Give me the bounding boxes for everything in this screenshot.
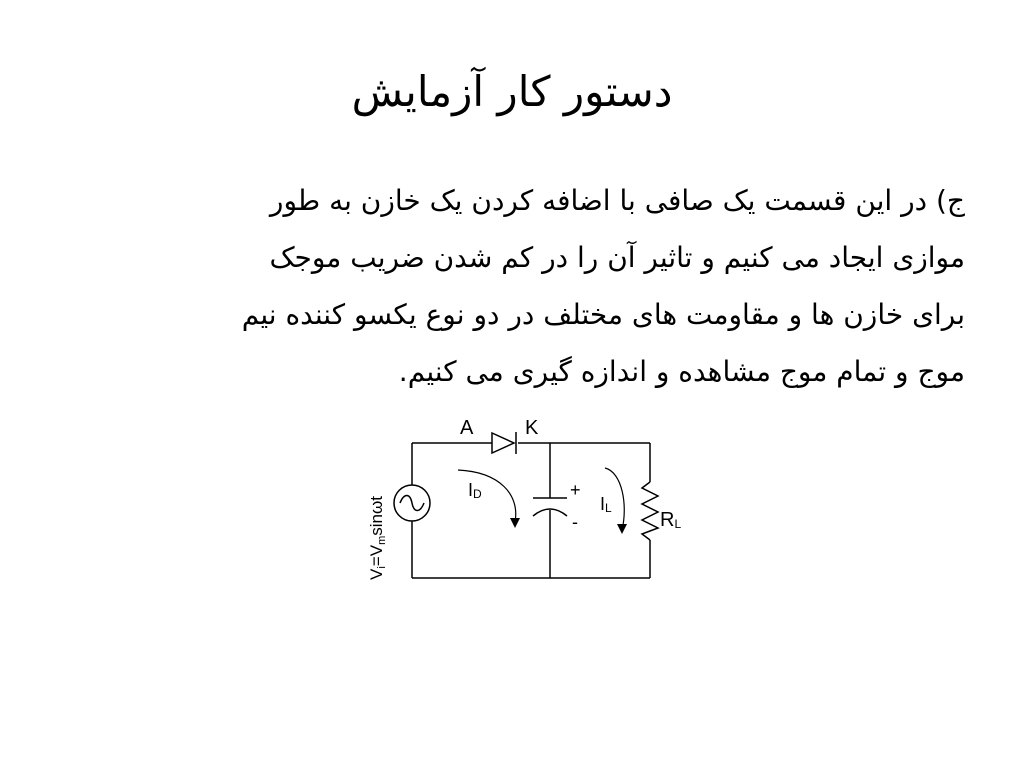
cathode-label: K [525,417,539,439]
circuit-wires [412,443,650,578]
capacitor-minus-sign: - [572,512,578,532]
ac-source-symbol [394,485,430,521]
resistor-label: RL [660,509,682,531]
slide-title: دستور کار آزمایش [351,67,673,116]
resistor-symbol [642,482,658,540]
paragraph-line: موازی ایجاد می کنیم و تاثیر آن را در کم شدن ضریب موجک [269,241,965,274]
diode-symbol [492,432,516,454]
body-paragraph [60,172,965,400]
diode-current-label: ID [468,480,482,501]
load-current-label: IL [600,494,612,515]
paragraph-line: ج) در این قسمت یک صافی با اضافه کردن یک خازن به طور [269,184,965,217]
paragraph-line: موج و تمام موج مشاهده و اندازه گیری می کنیم. [398,355,965,388]
anode-label: A [460,417,474,439]
rectifier-circuit-diagram [360,410,700,590]
source-voltage-label: Vi=Vmsinωt [367,496,388,580]
capacitor-plus-sign: + [570,480,581,500]
paragraph-line: برای خازن ها و مقاومت های مختلف در دو نوع یکسو کننده نیم [241,298,965,331]
